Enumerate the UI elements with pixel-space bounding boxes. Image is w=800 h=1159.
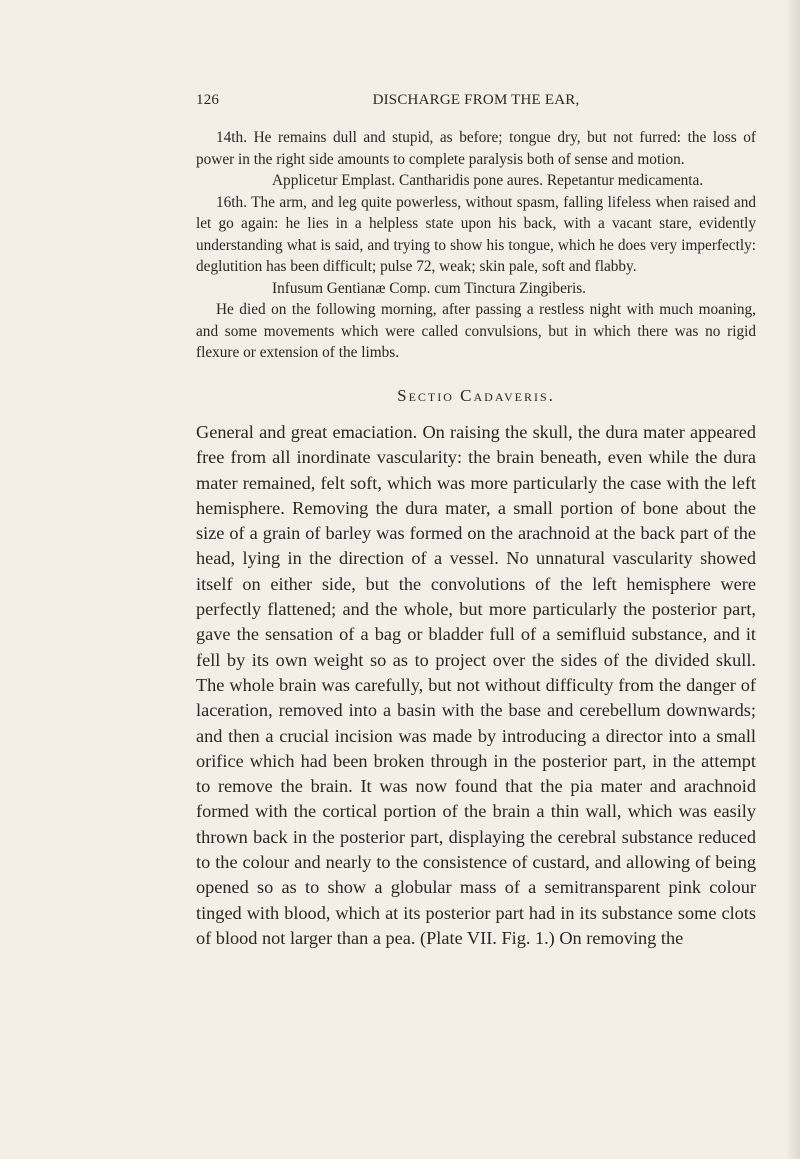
prescription-1: Applicetur Emplast. Cantharidis pone aures. Repetantur medicamenta. [272,172,704,189]
autopsy-paragraph: General and great emaciation. On raising the skull, the dura mater appeared free from all inordinate vascularity: the brain beneath, even while the dura mater remained, felt soft, which was more particularly the case with the left hemisphere. Removing the dura mater, a small portion of bone about the size of a grain of barley was formed on the arachnoid at the back part of the head, lying in the direction of a vessel. No unnatural vascularity showed itself on either side, but the convolutions of the left hemisphere were perfectly flattened; and the whole, but more particularly the posterior part, gave the sensation of a bag or bladder full of a semifluid substance, and it fell by its own weight so as to project over the sides of the divided skull. The whole brain was carefully, but not without difficulty from the danger of laceration, removed into a basin with the base and cerebellum downwards; and then a crucial incision was made by introducing a director into a small orifice which had been broken through in the posterior part, in the attempt to remove the brain. It was now found that the pia mater and arachnoid formed with the cortical portion of the brain a thin wall, which was easily thrown back in the posterior part, displaying the cerebral substance reduced to the colour and nearly to the consistence of custard, and allowing of being opened so as to show a globular mass of a semitransparent pink colour tinged with blood, which at its posterior part had in its substance some clots of blood not larger than a pea. (Plate VII. Fig. 1.) On removing the [196,422,756,948]
case-notes [196,127,756,364]
note-paragraph-16th: 16th. The arm, and leg quite powerless, without spasm, falling lifeless when raised and let go again: he lies in a helpless state upon his back, with a vacant stare, evidently understanding what is said, and trying to show his tongue, which he does very imperfectly: deglutition has been difficult; pulse 72, weak; skin pale, soft and flabby. [196,193,756,275]
running-title: DISCHARGE FROM THE EAR, [372,92,580,108]
autopsy-text [196,420,756,951]
section-heading: Sectio Cadaveris. [397,386,555,405]
note-paragraph-death: He died on the following morning, after passing a restless night with much moaning, and some movements which were called convulsions, but in which there was no rigid flexure or extension of the limbs. [196,301,756,361]
prescription-2: Infusum Gentianæ Comp. cum Tinctura Zingiberis. [272,279,586,297]
page-number: 126 [196,92,220,108]
page-edge-shadow [786,0,800,1159]
page-header [196,92,756,114]
note-paragraph-14th: 14th. He remains dull and stupid, as before; tongue dry, but not furred: the loss of power in the right side amounts to complete paralysis both of sense and motion. [196,129,756,168]
